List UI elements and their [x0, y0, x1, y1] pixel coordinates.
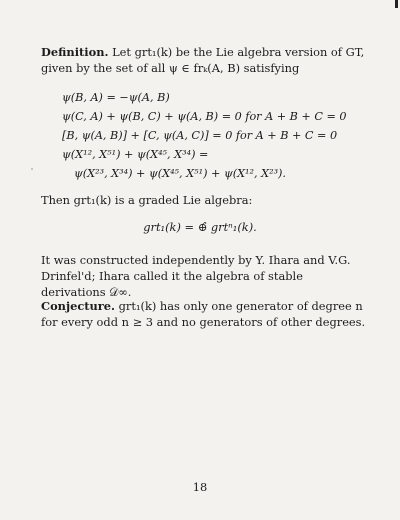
page-number: 18	[192, 480, 208, 494]
conjecture-label: Conjecture.	[41, 299, 116, 313]
equation-line-1: ψ(B, A) = −ψ(A, B)	[62, 91, 170, 104]
graded-equation: grt₁(k) = ⊕̂ grtⁿ₁(k).	[143, 220, 257, 234]
conjecture-text: grt₁(k) has only one generator of degree n for every odd n ≥ 3 and no generators of other degrees.	[41, 299, 366, 329]
then-paragraph: Then grt₁(k) is a graded Lie algebra:	[41, 193, 253, 207]
page-edge-mark	[395, 0, 398, 8]
equation-line-5: ψ(X²³, X³⁴) + ψ(X⁴⁵, X⁵¹) + ψ(X¹², X²³).	[74, 167, 286, 180]
conjecture-paragraph	[41, 298, 367, 330]
definition-label: Definition.	[41, 45, 109, 59]
constructed-paragraph: It was constructed independently by Y. Ihara and V.G. Drinfel'd; Ihara called it the algebra of stable derivations 𝒟∞.	[41, 253, 351, 299]
definition-paragraph	[41, 44, 367, 76]
definition-text: Let grt₁(k) be the Lie algebra version of GT, given by the set of all ψ ∈ frₖ(A, B) satisfying	[41, 45, 365, 75]
scan-speck	[31, 168, 33, 170]
equation-line-4: ψ(X¹², X⁵¹) + ψ(X⁴⁵, X³⁴) =	[62, 148, 209, 161]
equation-block	[62, 88, 347, 183]
equation-line-3: [B, ψ(A, B)] + [C, ψ(A, C)] = 0 for A + B + C = 0	[62, 129, 338, 142]
equation-line-2: ψ(C, A) + ψ(B, C) + ψ(A, B) = 0 for A + B + C = 0	[62, 110, 347, 123]
